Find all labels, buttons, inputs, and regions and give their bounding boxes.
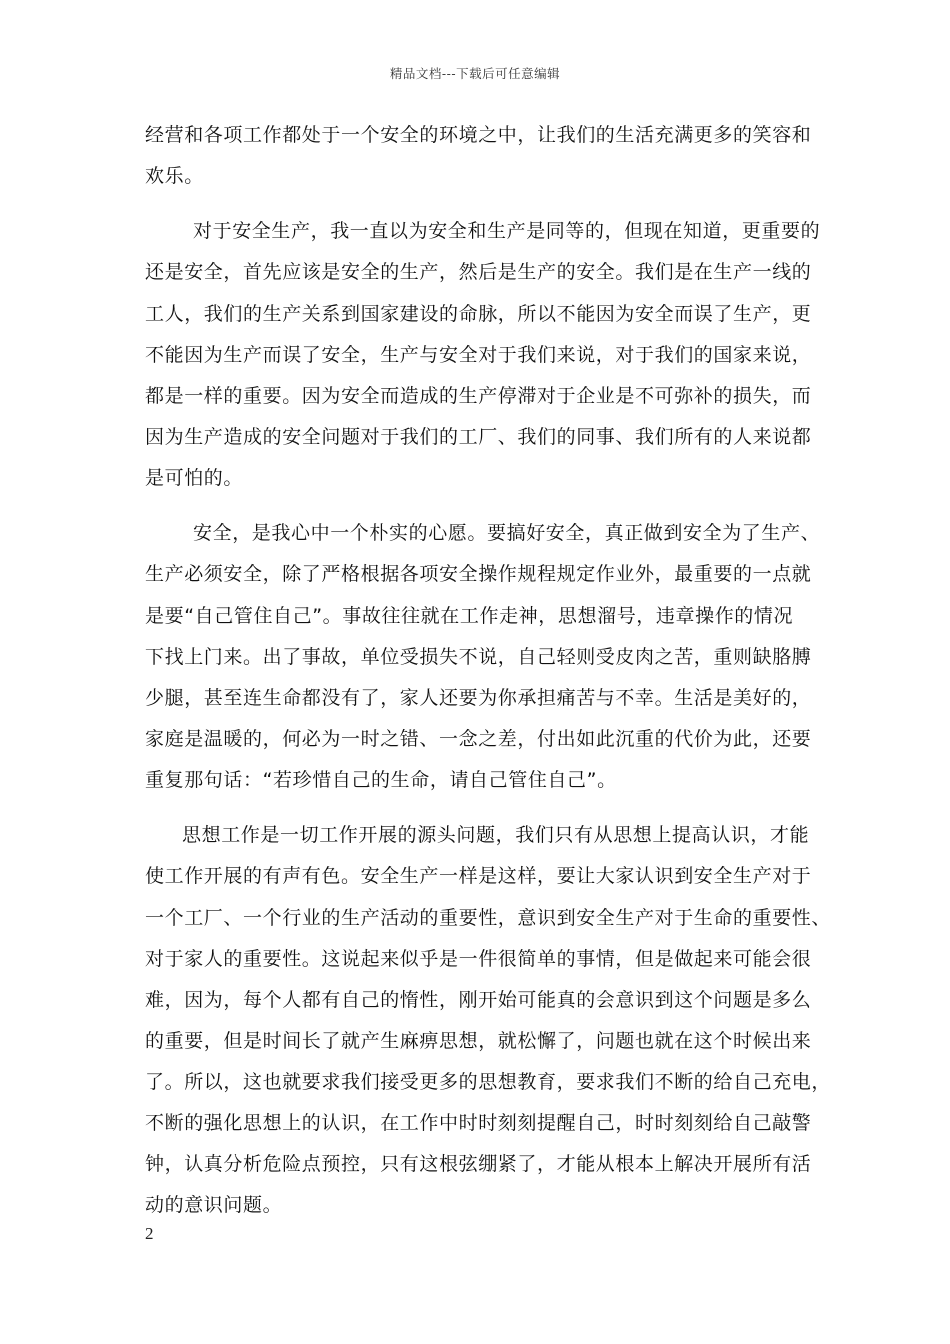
- paragraph-first-line: 安全，是我心中一个朴实的心愿。要搞好安全，真正做到安全为了生产、: [193, 522, 821, 544]
- text-line: 因为生产造成的安全问题对于我们的工厂、我们的同事、我们所有的人来说都: [145, 426, 812, 448]
- text-line: 还是安全，首先应该是安全的生产，然后是生产的安全。我们是在生产一线的: [145, 261, 812, 283]
- text-line: 生产必须安全，除了严格根据各项安全操作规程规定作业外，最重要的一点就: [145, 563, 812, 585]
- text-line: 家庭是温暖的，何必为一时之错、一念之差，付出如此沉重的代价为此，还要: [145, 728, 812, 750]
- text-line: 使工作开展的有声有色。安全生产一样是这样，要让大家认识到安全生产对于: [145, 865, 812, 887]
- text-line: 是可怕的。: [145, 467, 244, 489]
- text-line: 少腿，甚至连生命都没有了，家人还要为你承担痛苦与不幸。生活是美好的，: [145, 687, 812, 709]
- text-line: 下找上门来。出了事故，单位受损失不说，自己轻则受皮肉之苦，重则缺胳膊: [145, 646, 812, 668]
- text-line: 一个工厂、一个行业的生产活动的重要性，意识到安全生产对于生命的重要性、: [145, 907, 832, 929]
- text-line: 钟，认真分析危险点预控，只有这根弦绷紧了，才能从根本上解决开展所有活: [145, 1153, 812, 1175]
- text-line: 经营和各项工作都处于一个安全的环境之中，让我们的生活充满更多的笑容和: [145, 124, 812, 146]
- text-line: 是要“自己管住自己”。事故往往就在工作走神，思想溜号，违章操作的情况: [145, 605, 794, 627]
- paragraph-first-line: 对于安全生产，我一直以为安全和生产是同等的，但现在知道，更重要的: [193, 220, 821, 242]
- paragraph-first-line: 思想工作是一切工作开展的源头问题，我们只有从思想上提高认识，才能: [182, 824, 810, 846]
- text-line: 不能因为生产而误了安全，生产与安全对于我们来说，对于我们的国家来说，: [145, 344, 812, 366]
- text-line: 都是一样的重要。因为安全而造成的生产停滞对于企业是不可弥补的损失，而: [145, 385, 812, 407]
- text-line: 了。所以，这也就要求我们接受更多的思想教育，要求我们不断的给自己充电，: [145, 1071, 832, 1093]
- text-line: 重复那句话：“若珍惜自己的生命，请自己管住自己”。: [145, 769, 617, 791]
- page-header: 精品文档---下载后可任意编辑: [389, 66, 561, 81]
- text-line: 难，因为，每个人都有自己的惰性，刚开始可能真的会意识到这个问题是多么: [145, 989, 812, 1011]
- text-line: 的重要，但是时间长了就产生麻痹思想，就松懈了，问题也就在这个时候出来: [145, 1030, 812, 1052]
- text-line: 欢乐。: [145, 165, 204, 187]
- text-line: 工人，我们的生产关系到国家建设的命脉，所以不能因为安全而误了生产，更: [145, 303, 812, 325]
- text-line: 对于家人的重要性。这说起来似乎是一件很简单的事情，但是做起来可能会很: [145, 948, 812, 970]
- text-line: 不断的强化思想上的认识，在工作中时时刻刻提醒自己，时时刻刻给自己敲警: [145, 1112, 812, 1134]
- page-number: 2: [145, 1224, 154, 1243]
- text-line: 动的意识问题。: [145, 1194, 283, 1216]
